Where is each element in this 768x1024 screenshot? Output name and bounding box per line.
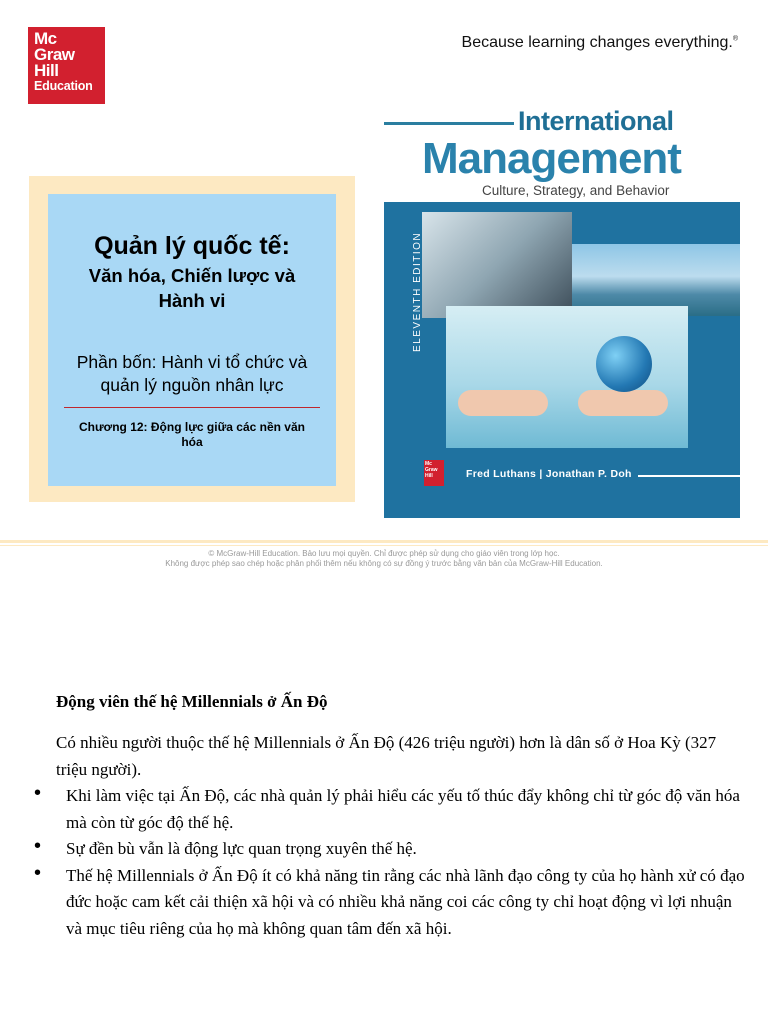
slide-content <box>56 692 746 942</box>
cover-subtitle: Culture, Strategy, and Behavior <box>482 183 670 198</box>
list-item: • Khi làm việc tại Ấn Độ, các nhà quản lý phải hiểu các yếu tố thúc đẩy không chỉ từ góc độ văn hóa mà còn từ góc độ thế hệ. <box>56 783 746 836</box>
registered-mark: ® <box>732 35 738 43</box>
copyright-line: © McGraw-Hill Education. Bảo lưu mọi quyền. Chỉ được phép sử dụng cho giáo viên trong lớp học. <box>208 549 560 558</box>
divider-line <box>64 407 320 408</box>
cover-title-line2: Management <box>422 134 681 183</box>
chapter-title: Chương 12: Động lực giữa các nền văn hóa <box>79 420 305 449</box>
copyright-notice <box>0 549 768 569</box>
logo-line: Education <box>34 79 93 93</box>
copyright-line: Không được phép sao chép hoặc phân phối thêm nếu không có sự đồng ý trước bằng văn bản của McGraw-Hill Education. <box>165 559 603 568</box>
globe-icon <box>596 336 652 392</box>
part-title: Phần bốn: Hành vi tổ chức và quản lý nguồn nhân lực <box>76 352 308 395</box>
cover-logo-line: Mc <box>425 461 432 467</box>
hands-globe-photo <box>446 306 688 448</box>
cover-authors-rule <box>638 475 740 477</box>
content-intro: Có nhiều người thuộc thế hệ Millennials ở Ấn Độ (426 triệu người) hơn là dân số ở Hoa Kỳ (327 triệu người). <box>56 733 717 779</box>
business-people-photo <box>422 212 572 318</box>
cover-header <box>384 104 740 202</box>
section-divider <box>0 540 768 543</box>
list-item: • Thế hệ Millennials ở Ấn Độ ít có khả năng tin rằng các nhà lãnh đạo công ty của họ hành xử có đạo đức hoặc cam kết cải thiện xã hội và có nhiều khả năng coi các công ty chỉ hoạt động vì lợi nhuận và mục tiêu riêng của họ mà không quan tâm đến xã hội. <box>56 863 746 943</box>
cover-rule <box>384 122 514 125</box>
section-divider-thin <box>0 545 768 546</box>
cover-authors: Fred Luthans | Jonathan P. Doh <box>466 468 632 480</box>
logo-line: Mc <box>34 29 57 48</box>
book-cover <box>384 104 740 518</box>
cover-publisher-logo <box>424 460 444 486</box>
cover-logo-line: Graw <box>425 467 438 473</box>
bullet-list <box>56 783 746 942</box>
cover-artwork <box>384 202 740 518</box>
mcgraw-hill-logo <box>28 27 105 104</box>
logo-line: Graw <box>34 45 75 64</box>
course-subtitle: Văn hóa, Chiến lược và Hành vi <box>88 265 296 311</box>
left-hand-shape <box>458 390 548 416</box>
content-heading: Động viên thế hệ Millennials ở Ấn Độ <box>56 692 328 711</box>
edition-label: ELEVENTH EDITION <box>412 231 423 352</box>
cover-title-line1: International <box>518 106 674 136</box>
cover-logo-line: Hill <box>425 473 433 479</box>
title-box <box>48 194 336 486</box>
tagline <box>462 34 738 52</box>
logo-line: Hill <box>34 61 59 80</box>
right-hand-shape <box>578 390 668 416</box>
course-title: Quản lý quốc tế: <box>94 232 290 260</box>
tagline-text: Because learning changes everything. <box>461 34 733 51</box>
list-item: • Sự đền bù vẫn là động lực quan trọng xuyên thế hệ. <box>56 836 746 863</box>
